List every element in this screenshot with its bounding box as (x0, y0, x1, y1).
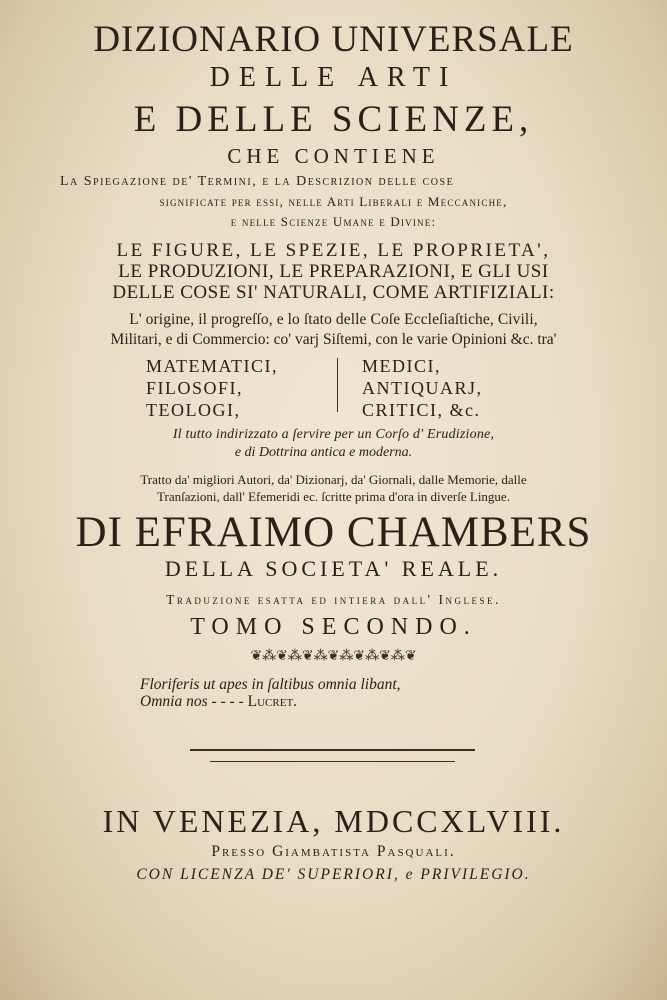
quote-dashes: - - - - (207, 693, 248, 710)
origine-line-2: Militari, e di Commercio: co' varj Siſtemi, con le varie Opinioni &c. tra' (110, 331, 557, 348)
spiegazione-line-1: La Spiegazione de' Termini, e la Descrizion delle cose (60, 174, 455, 189)
quote-author: Lucret. (247, 693, 298, 710)
quote-line-2 (140, 693, 540, 711)
double-rule-bottom (210, 761, 455, 762)
column-item: MATEMATICI, (146, 356, 278, 376)
spiegazione-line-3: e nelle Scienze Umane e Divine: (230, 214, 437, 229)
imprint-licence: CON LICENZA DE' SUPERIORI, e PRIVILEGIO. (136, 866, 531, 883)
volume-label: TOMO SECONDO. (190, 614, 477, 640)
figure-line-1: LE FIGURE, LE SPEZIE, LE PROPRIETA', (116, 240, 551, 261)
scholars-right-column (362, 355, 483, 421)
quote-words: Omnia nos (140, 693, 208, 710)
column-item: MEDICI, (362, 356, 441, 376)
indirizzato-line-2: e di Dottrina antica e moderna. (234, 445, 413, 460)
ornament-icon: ❦⁂❦⁂❦⁂❦⁂❦⁂❦⁂❦ (250, 649, 417, 664)
title-line-2: DELLE ARTI (209, 62, 458, 93)
figure-line-2: LE PRODUZIONI, LE PREPARAZIONI, E GLI USI (118, 261, 549, 282)
indirizzato-line-1: Il tutto indirizzato a ſervire per un Corſo d' Erudizione, (172, 427, 495, 442)
origine-line-1: L' origine, il progreſſo, e lo ſtato delle Coſe Eccleſiaſtiche, Civili, (129, 311, 538, 328)
imprint-place: IN VENEZIA, MDCCXLVIII. (102, 803, 565, 839)
double-rule-top (190, 749, 475, 751)
column-divider (337, 358, 338, 412)
imprint-printer: Preſso Giambatista Pasquali. (211, 843, 456, 860)
author-name: DI EFRAIMO CHAMBERS (75, 509, 592, 556)
scholars-left-column (146, 355, 278, 421)
title-line-3: E DELLE SCIENZE, (133, 99, 534, 140)
title-line-1: DIZIONARIO UNIVERSALE (93, 19, 574, 60)
figure-line-3: DELLE COSE SI' NATURALI, COME ARTIFIZIALI: (112, 282, 555, 303)
che-contiene: CHE CONTIENE (227, 144, 440, 168)
traduzione: Traduzione esatta ed intiera dall' Inglese. (166, 592, 501, 607)
column-item: ANTIQUARJ, (362, 378, 483, 398)
column-item: FILOSOFI, (146, 378, 244, 398)
quote-line-1: Floriferis ut apes in ſaltibus omnia libant, (140, 676, 401, 693)
column-item: CRITICI, &c. (362, 400, 481, 420)
column-item: TEOLOGI, (146, 400, 241, 420)
society: DELLA SOCIETA' REALE. (164, 556, 503, 581)
tratto-line-1: Tratto da' migliori Autori, da' Dizionarj, da' Giornali, dalle Memorie, dalle (140, 472, 527, 487)
spiegazione-line-2: significate per essi, nelle Arti Liberali e Meccaniche, (159, 194, 508, 209)
tratto-line-2: Tranſazioni, dall' Efemeridi ec. ſcritte prima d'ora in diverſe Lingue. (157, 489, 510, 504)
